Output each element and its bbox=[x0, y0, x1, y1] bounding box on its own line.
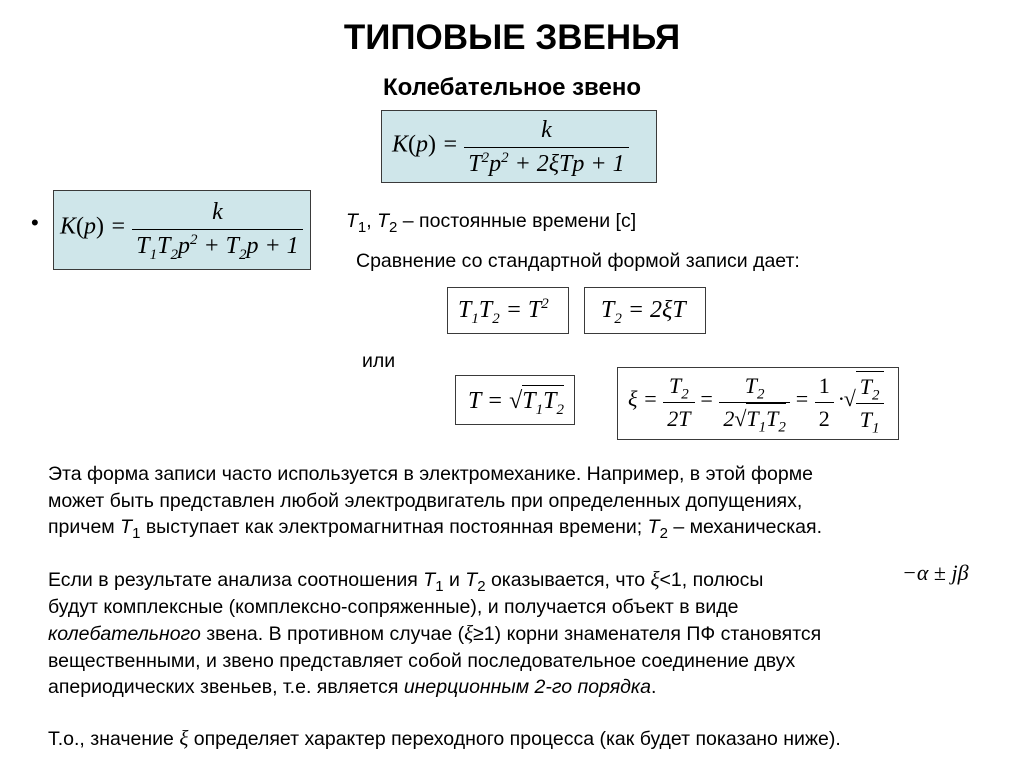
bullet-marker: • bbox=[31, 210, 39, 235]
page-title: ТИПОВЫЕ ЗВЕНЬЯ bbox=[343, 18, 681, 57]
formula-t-equals-sqrt: $T = √T_1T_2$ bbox=[455, 375, 575, 425]
formula-t2-equals-2xi-t: $T_2 = 2\xi T$ bbox=[584, 287, 706, 334]
or-label: или bbox=[362, 350, 396, 372]
poles-expression: −α ± jβ bbox=[902, 560, 969, 585]
paragraph-conclusion: Т.о., значение ξ определяет характер переходного процесса (как будет показано ниже). bbox=[48, 726, 841, 750]
formula-t1t2-equals-t-squared: $T_1T_2 = T^2$ bbox=[447, 287, 569, 334]
formula-xi-expression: ξ = $\frac{T_2}{2T}$ = $\frac{T_2}{2√T_1T_2}$ = $\frac{1}{2}$ ·√ $\frac{T_2}{T_1}$ bbox=[617, 367, 899, 440]
paragraph-complex-poles: Если в результате анализа соотношения $T_1$ и $T_2$ оказывается, что ξ<1, полюсы будут комплексные (комплексно-сопряженные), и получается объект в виде колебательного звена. В противном случае (ξ≥1) корни знаменателя ПФ становятся вещественными, и звено представляет собой последовательное соединение двух апериодических звеньев, т.е. является инерционным 2-го порядка. bbox=[48, 567, 822, 698]
formula-standard-form: K(p) = $\frac{k}{T^2p^2 + 2\xi Tp + 1}$ bbox=[381, 110, 657, 183]
page-subtitle: Колебательное звено bbox=[383, 74, 641, 101]
time-constants-label: $T_1$, $T_2$ – постоянные времени [с] bbox=[346, 210, 637, 236]
formula-product-form: K(p) = $\frac{k}{T_1T_2p^2 + T_2p + 1}$ bbox=[53, 190, 311, 270]
comparison-label: Сравнение со стандартной формой записи дает: bbox=[356, 250, 800, 272]
paragraph-electromechanics: Эта форма записи часто используется в электромеханике. Например, в этой форме может быть представлен любой электродвигатель при определенных допущениях, причем $T_1$ выступает как электромагнитная постоянная времени; $T_2$ – механическая. bbox=[48, 463, 822, 542]
